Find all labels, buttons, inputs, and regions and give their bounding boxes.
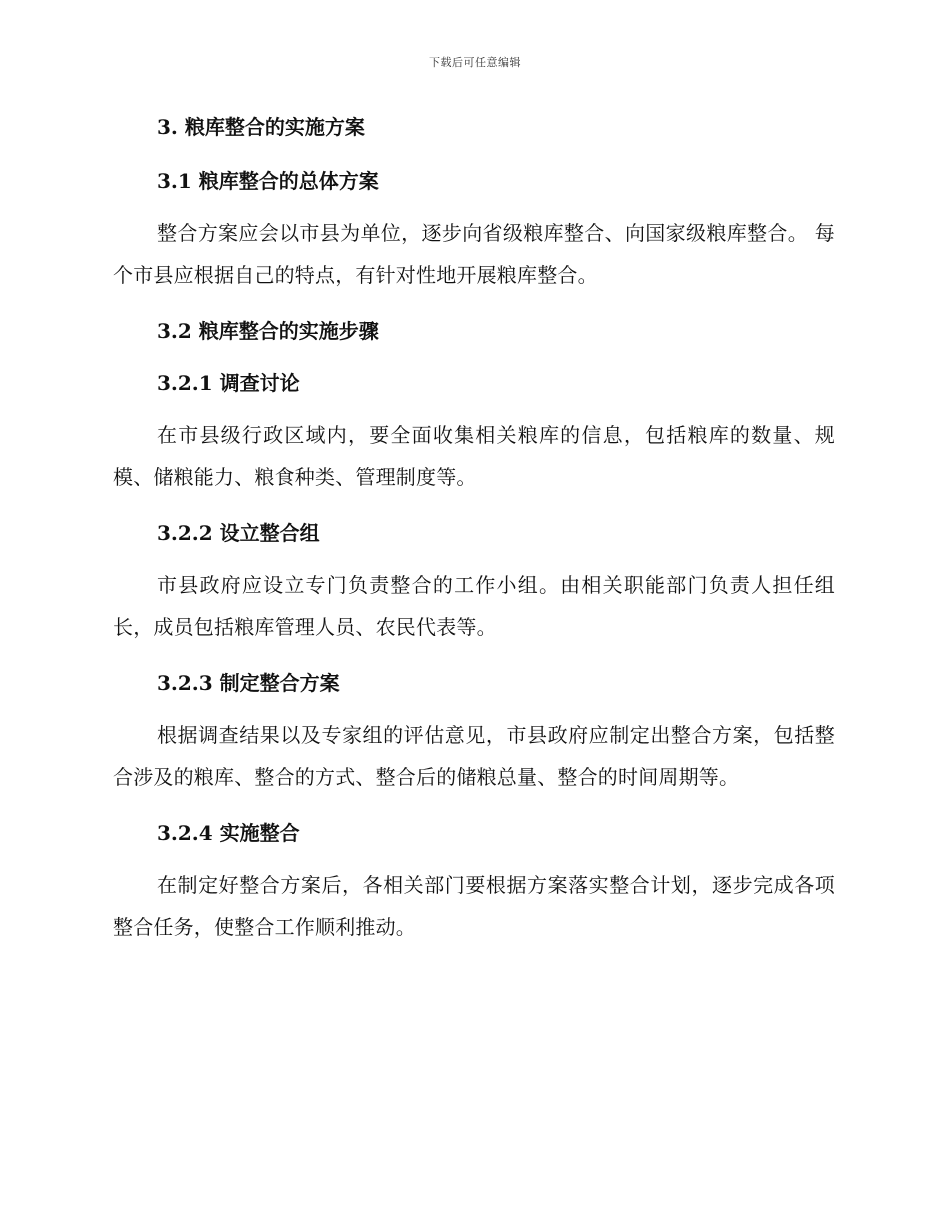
document-body: [113, 106, 835, 962]
subsection-title-3-2-3: 3.2.3 制定整合方案: [157, 671, 340, 695]
paragraph-3-2-1: 在市县级行政区域内，要全面收集相关粮库的信息，包括粮库的数量、规模、储粮能力、粮食种类、管理制度等。: [113, 423, 835, 489]
header-note: 下载后可任意编辑: [429, 56, 521, 69]
section-title: 3. 粮库整合的实施方案: [157, 115, 365, 139]
paragraph-3-2-3: 根据调查结果以及专家组的评估意见，市县政府应制定出整合方案，包括整合涉及的粮库、整合的方式、整合后的储粮总量、整合的时间周期等。: [113, 723, 835, 789]
paragraph-3-2-4: 在制定好整合方案后，各相关部门要根据方案落实整合计划，逐步完成各项整合任务，使整合工作顺利推动。: [113, 873, 835, 939]
subsection-title-3-2: 3.2 粮库整合的实施步骤: [157, 319, 379, 343]
subsection-title-3-2-1: 3.2.1 调查讨论: [157, 371, 300, 395]
paragraph-3-1: 整合方案应会以市县为单位，逐步向省级粮库整合、向国家级粮库整合。 每个市县应根据自己的特点，有针对性地开展粮库整合。: [113, 221, 835, 287]
subsection-title-3-2-2: 3.2.2 设立整合组: [157, 521, 320, 545]
subsection-title-3-1: 3.1 粮库整合的总体方案: [157, 169, 379, 193]
paragraph-3-2-2: 市县政府应设立专门负责整合的工作小组。由相关职能部门负责人担任组长，成员包括粮库管理人员、农民代表等。: [113, 573, 835, 639]
subsection-title-3-2-4: 3.2.4 实施整合: [157, 821, 300, 845]
